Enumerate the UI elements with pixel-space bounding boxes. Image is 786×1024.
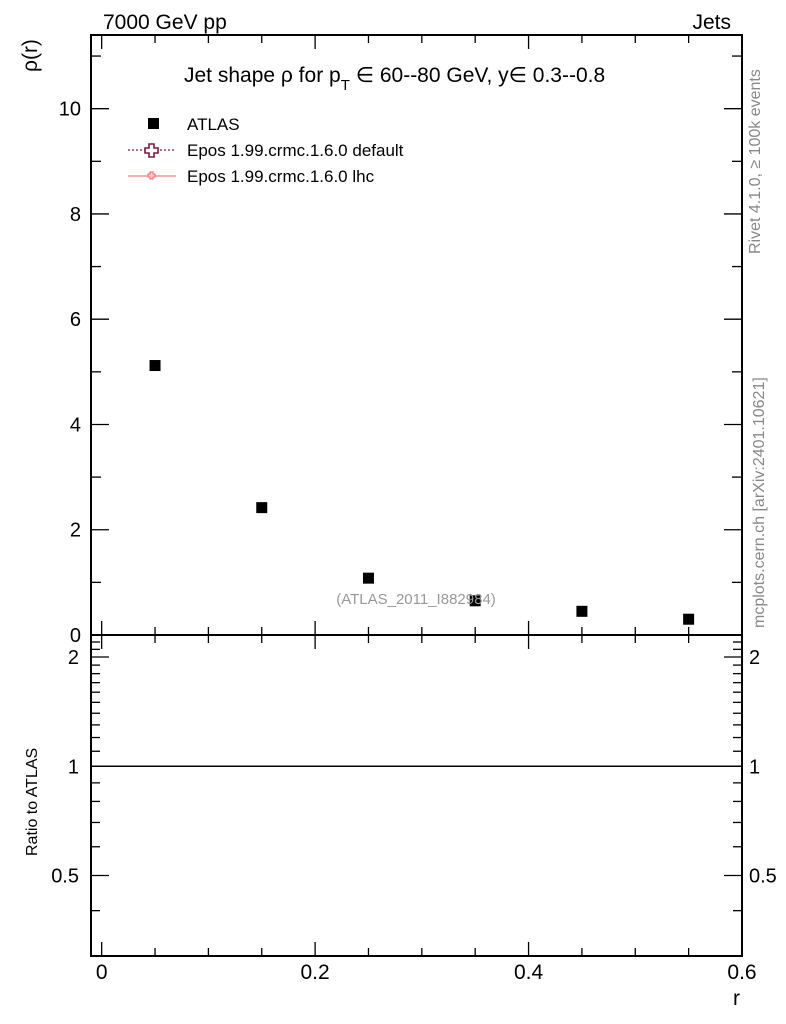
analysis-watermark: (ATLAS_2011_I882984) (336, 591, 496, 608)
ratio-y-tick-label: 2 (67, 647, 79, 670)
main-y-tick-label: 8 (69, 203, 81, 226)
legend-label-atlas: ATLAS (187, 115, 240, 134)
chart-title-suffix: ∈ 60--80 GeV, y∈ 0.3--0.8 (349, 64, 606, 87)
ratio-y-tick-label-right: 0.5 (749, 865, 777, 888)
ratio-y-ticks (51, 635, 777, 956)
ratio-frame (91, 635, 742, 956)
ratio-x-ticks (96, 635, 757, 984)
legend-marker-lhc (148, 172, 155, 179)
x-tick-label: 0 (95, 961, 108, 984)
x-tick-label: 0.6 (727, 961, 757, 984)
atlas-data-point (256, 502, 267, 513)
main-y-tick-label: 2 (69, 519, 81, 542)
legend-marker-atlas (148, 118, 159, 129)
main-y-tick-label: 10 (58, 98, 81, 121)
legend (128, 115, 404, 186)
chart-title (184, 64, 605, 94)
ratio-y-tick-label: 1 (67, 756, 79, 779)
legend-marker-default (145, 144, 158, 157)
ratio-y-tick-label-right: 1 (749, 756, 761, 779)
legend-label-default: Epos 1.99.crmc.1.6.0 default (187, 141, 404, 160)
header-right: Jets (692, 11, 731, 34)
rivet-label: Rivet 4.1.0, ≥ 100k events (747, 69, 764, 254)
ratio-y-tick-label: 0.5 (51, 865, 79, 888)
atlas-data-point (576, 606, 587, 617)
ratio-y-tick-label-right: 2 (749, 647, 761, 670)
legend-label-lhc: Epos 1.99.crmc.1.6.0 lhc (187, 167, 375, 186)
x-tick-label: 0.4 (513, 961, 544, 984)
atlas-data-point (363, 573, 374, 584)
chart-title-prefix: Jet shape ρ for p (184, 64, 341, 87)
main-y-tick-label: 4 (69, 414, 81, 437)
x-axis-label: r (733, 987, 740, 1010)
x-tick-label: 0.2 (300, 961, 330, 984)
main-y-tick-label: 6 (69, 309, 81, 332)
ratio-y-axis-label: Ratio to ATLAS (24, 747, 41, 856)
mcplots-label: mcplots.cern.ch [arXiv:2401.10621] (751, 377, 768, 628)
chart-title-subscript: T (340, 77, 350, 94)
main-panel (19, 35, 742, 647)
main-data-points (150, 360, 695, 625)
ratio-panel (24, 635, 777, 984)
atlas-data-point (683, 614, 694, 625)
atlas-data-point (150, 360, 161, 371)
main-y-tick-label: 0 (69, 625, 81, 647)
header-left: 7000 GeV pp (103, 11, 227, 34)
main-y-axis-label: ρ(r) (19, 39, 42, 72)
